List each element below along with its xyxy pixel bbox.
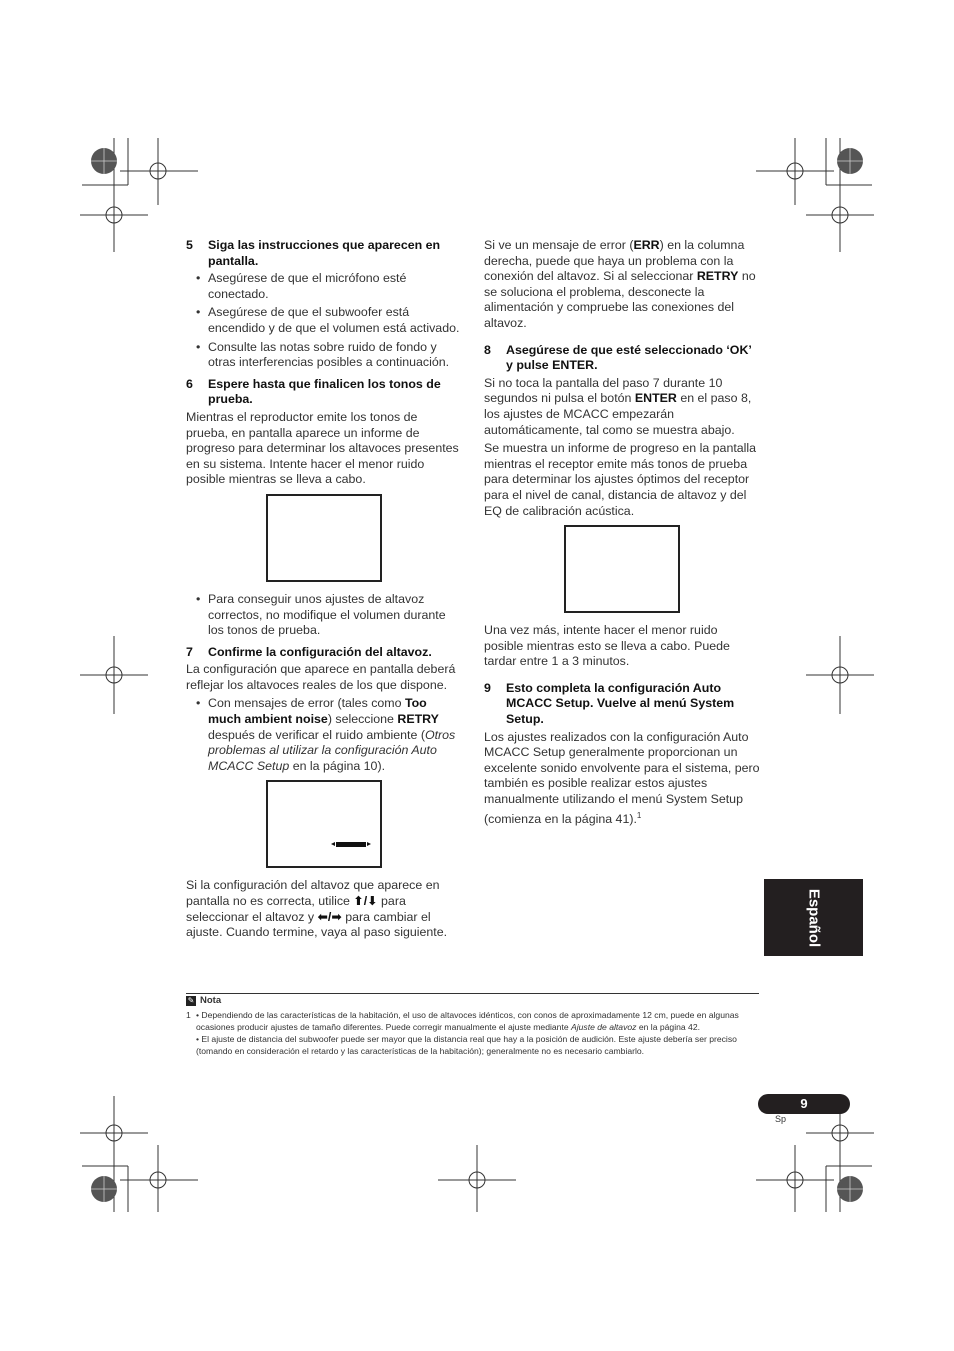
screen-illustration-1 bbox=[266, 494, 382, 582]
left-column bbox=[186, 238, 462, 944]
screen-illustration-2 bbox=[266, 780, 382, 868]
divider bbox=[186, 993, 759, 994]
step-6-bullets bbox=[186, 592, 462, 639]
note-icon: ✎ bbox=[187, 996, 195, 1005]
selection-bar bbox=[336, 842, 366, 847]
footnote-item: • El ajuste de distancia del subwoofer puede ser mayor que la distancia real que hay a la posición de audición. Este ajuste debería ser preciso (tomando en consideración el retardo y las características de la habitación); generalmente no es necesario cambiarlo. bbox=[196, 1034, 737, 1056]
step-7-bullets bbox=[186, 696, 462, 774]
step-6-heading: 6 Espere hasta que finalicen los tonos de prueba. bbox=[186, 376, 441, 407]
language-tab: Español bbox=[764, 879, 863, 956]
bullet-item: • Para conseguir unos ajustes de altavoz correctos, no modifique el volumen durante los tonos de prueba. bbox=[186, 592, 462, 639]
step-5-bullets bbox=[186, 271, 462, 371]
page-language: Sp bbox=[775, 1114, 787, 1124]
bullet-item: • Con mensajes de error (tales como Too much ambient noise) seleccione RETRY después de verificar el ruido ambiente (Otros problemas al utilizar la configuración Auto MCACC Setup en la página 10). bbox=[186, 696, 462, 774]
bullet-item: • Consulte las notas sobre ruido de fondo y otras interferencias posibles a continuación. bbox=[186, 340, 462, 371]
step-7-after-text: Si la configuración del altavoz que aparece en pantalla no es correcta, utilice ⬆/⬇ para seleccionar el altavoz y ⬅/➡ para cambiar el ajuste. Cuando termine, vaya al paso siguiente. bbox=[186, 878, 448, 940]
bullet-item: • Asegúrese de que el subwoofer está encendido y de que el volumen está activado. bbox=[186, 305, 462, 336]
step-7-text: La configuración que aparece en pantalla deberá reflejar los altavoces reales de los que dispone. bbox=[186, 662, 456, 692]
right-column bbox=[484, 238, 760, 830]
step-8-heading: 8 Asegúrese de que esté seleccionado ‘OK’ y pulse ENTER. bbox=[484, 342, 752, 373]
footnote: 1 • Dependiendo de las características de la habitación, el uso de altavoces idénticos, con conos de aproximadamente 12 cm, puede en algunas ocasiones producir ajustes de tamaño diferentes. Puede corregir manualmente el ajuste mediante Ajuste de altavoz en la página 42. • El ajuste de distancia del subwoofer puede ser mayor que la distancia real que hay a la posición de audición. Este ajuste debería ser preciso (tomando en consideración el retardo y las características de la habitación); generalmente no es necesario cambiarlo. bbox=[186, 1009, 759, 1057]
bullet-item: • Asegúrese de que el micrófono esté conectado. bbox=[186, 271, 462, 302]
step-9-text: Los ajustes realizados con la configuración Auto MCACC Setup generalmente proporcionan un excelente sonido envolvente para el sistema, pero también es posible realizar estos ajustes manualmente utilizando el menú System Setup (comienza en la página 41).$^1$ bbox=[484, 729, 760, 826]
step-8-text-1: Si no toca la pantalla del paso 7 durante 10 segundos ni pulsa el botón ENTER en el paso 8, los ajustes de MCACC empezarán automáticamente, tal como se muestra abajo. bbox=[484, 375, 752, 437]
notes-section bbox=[186, 995, 759, 1057]
step-8-text-2: Se muestra un informe de progreso en la pantalla mientras el receptor emite más tonos de prueba para determinar los ajustes óptimos del receptor para el nivel de canal, distancia de altavoz y del EQ de calibración acústica. bbox=[484, 441, 757, 518]
notes-header: ✎ Nota bbox=[187, 995, 222, 1006]
error-text: Si ve un mensaje de error (ERR) en la columna derecha, puede que haya un problema con la conexión del altavoz. Si al seleccionar RETRY no se soluciona el problema, desconecte la alimentación y compruebe las conexiones del altavoz. bbox=[484, 238, 756, 330]
up-down-arrows-icon: ⬆/⬇ bbox=[353, 894, 378, 909]
step-9-heading: 9 Esto completa la configuración Auto MCACC Setup. Vuelve al menú System Setup. bbox=[484, 680, 735, 727]
footnote-ref: 1 bbox=[636, 810, 642, 820]
screen-illustration-3 bbox=[564, 525, 680, 613]
step-5-heading: 5 Siga las instrucciones que aparecen en pantalla. bbox=[186, 238, 441, 268]
step-8-text-3: Una vez más, intente hacer el menor ruido posible mientras esto se lleva a cabo. Puede tardar entre 1 a 3 minutos. bbox=[484, 623, 730, 669]
left-right-arrows-icon: ⬅/➡ bbox=[317, 909, 342, 924]
page-number: 9 bbox=[758, 1094, 850, 1114]
footnote-item: • Dependiendo de las características de la habitación, el uso de altavoces idénticos, con conos de aproximadamente 12 cm, puede en algunas ocasiones producir ajustes de tamaño diferentes. Puede corregir manualmente el ajuste mediante Ajuste de altavoz en la página 42. bbox=[196, 1010, 739, 1032]
step-7-heading: 7 Confirme la configuración del altavoz. bbox=[186, 644, 432, 659]
step-6-text: Mientras el reproductor emite los tonos de prueba, en pantalla aparece un informe de progreso para determinar los altavoces presentes en su sistema. Intente hacer el menor ruido posible mientras se lleva a cabo. bbox=[186, 409, 459, 487]
